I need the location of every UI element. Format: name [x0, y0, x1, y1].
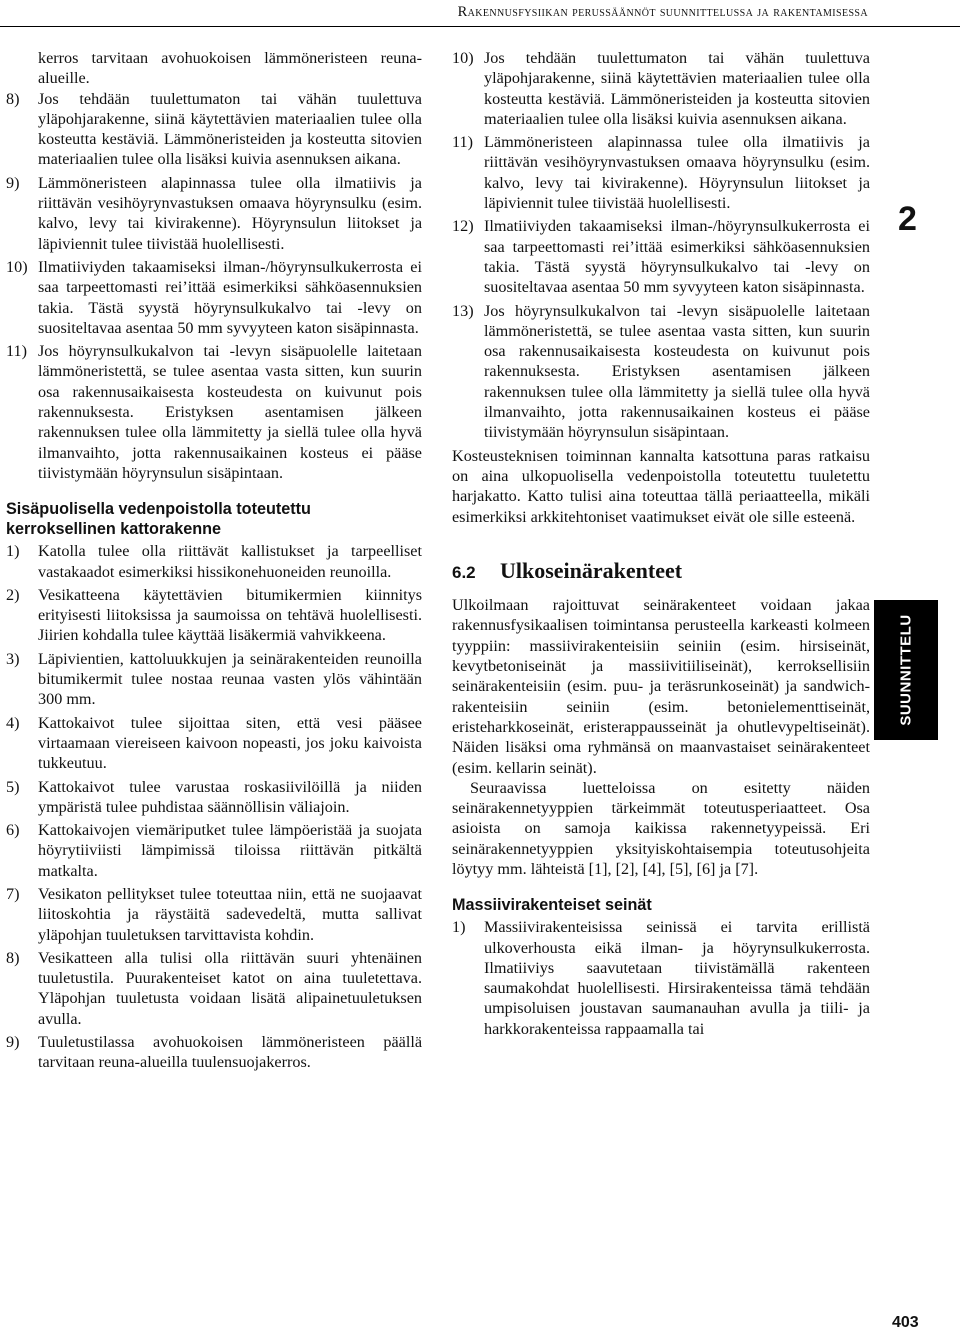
intro-continuation: kerros tarvitaan avohuokoisen lämmöneristeen reuna-alueille.: [38, 49, 422, 88]
list-item: 8) Vesikatteen alla tulisi olla riittävän suuri yhtenäinen tuuletustila. Puurakenteiset katot on aina tuuletettava. Yläpohjan tuuletusta voidaan lisätä alipainetuuletuksen avulla.: [6, 948, 422, 1028]
list-item: 2) Vesikatteena käytettävien bitumikermien kiinnitys erityisesti liitoksissa ja saumoissa on tehtävä huolellisesti. Jiirien kohdalla tulee käyttää lisäkermiä vahvikkeena.: [6, 585, 422, 645]
chapter-label-text: SUUNNITTELU: [897, 614, 915, 726]
list-item: 10) Jos tehdään tuulettumaton tai vähän tuulettuva yläpohjarakenne, siinä käytettävien materiaalien tulee olla kosteutta kestäviä. Lämmöneristeiden ja kosteutta sitovien materiaalien tulee olla lisäksi kuivia asennuksen aikana.: [452, 49, 870, 128]
chapter-number-tab: 2: [898, 200, 917, 238]
right-column: [452, 48, 870, 1042]
list-item: 13) Jos höyrynsulkukalvon tai -levyn sisäpuolelle laitetaan lämmöneristettä, se tulee asentaa vasta sitten, kun suurin osa rakennusaikaisesta kosteudesta on kuivunut pois rakennuksesta. Eristyksen asentamisen jälkeen rakennuksen tulee olla lämmitetty ja siellä tulee olla hyvä ilmanvaihto, jotta rakennusaikainen kosteus ei pääse tiivistymään höyrynsulun sisäpintaan.: [452, 301, 870, 442]
body-paragraph: Ulkoilmaan rajoittuvat seinärakenteet voidaan jakaa rakennusfysikaalisen toimintansa perusteella karkeasti kolmeen tyyppiin: massiivirakenteisiin seiniin (esim. hirsiseinät, kevytbetoniseinät ja massiivitiiliseinät), kerroksellisiin seinärakenteisiin (esim. puu- ja teräsrunkoseinät) ja sandwich-rakenteisiin seiniin (esim. betonielementtiseinät, eristeharkkoseinät, eristerappausseinät ja ohutlevypeltiseinät). Näiden lisäksi oma ryhmänsä on maanvastaiset seinärakenteet (esim. kellarin seinät).: [452, 596, 870, 777]
section-title: Ulkoseinärakenteet: [500, 557, 683, 583]
list-item: 4) Kattokaivot tulee sijoittaa siten, että vesi pääsee virtaamaan viereiseen kaivoon nopeasti, jos joku kaivoista tukkeutuu.: [6, 713, 422, 773]
list-item: 9) Tuuletustilassa avohuokoisen lämmöneristeen päällä tarvitaan reuna-alueilla tuulensuojakerros.: [6, 1033, 422, 1072]
list-item: 9) Lämmöneristeen alapinnassa tulee olla ilmatiivis ja riittävän vesihöyrynvastuksen omaava höyrynsulku (esim. kalvo, levy tai kivirakenne). Höyrynsulun liitokset ja läpiviennit tulee tiivistää huolellisesti.: [6, 173, 422, 253]
list-item: 12) Ilmatiiviyden takaamiseksi ilman-/höyrynsulkukerrosta ei saa tarpeettomasti rei’ittää esimerkiksi sähköasennuksien takia. Tästä syystä höyrynsulkukalvo tai -levy on suositeltavaa asentaa 50 mm syvyyteen katon sisäpinnasta.: [452, 217, 870, 297]
list-item: 7) Vesikaton pellitykset tulee toteuttaa niin, että ne suojaavat liitoskohtia ja räystäitä sadevedeltä, mutta sallivat yläpohjan tuuletuksen tarvittavista kohdin.: [6, 884, 422, 944]
header-rule: [0, 26, 960, 27]
body-paragraph: Kosteusteknisen toiminnan kannalta katsottuna paras ratkaisu on aina ulkopuolisella vedenpoistolla toteutettu tuuletettu harjakatto. Katto tulisi aina toteuttaa tällä periaatteella, mikäli esimerkiksi arkkitehtoniset vaatimukset eivät ole sille esteenä.: [452, 446, 870, 526]
list-item: 6) Kattokaivojen viemäriputket tulee lämpöeristää ja suojata höyrytiiviisti lämpimissä tiloissa riittävän pitkältä matkalta.: [6, 821, 422, 880]
list-item: 8) Jos tehdään tuulettumaton tai vähän tuulettuva yläpohjarakenne, siinä käytettävien materiaalien tulee olla kosteutta kestäviä. Lämmöneristeiden ja kosteutta sitovien materiaalien tulee olla lisäksi kuivia asennuksen aikana.: [6, 89, 422, 169]
left-column: [6, 48, 422, 1076]
page-number: 403: [892, 1314, 919, 1331]
list-item: 1) Katolla tulee olla riittävät kallistukset ja tarpeelliset vastakaadot esimerkiksi hissikonehuoneiden reunoilla.: [6, 542, 422, 581]
chapter-label-tab: [874, 600, 938, 740]
subheading-massive-walls: Massiivirakenteiset seinät: [452, 896, 652, 915]
section-heading: [452, 557, 870, 583]
list-item: 5) Kattokaivot tulee varustaa roskasiivilöillä ja niiden ympäristä tulee puhdistaa säännöllisin väliajoin.: [6, 777, 422, 816]
list-item: 1) Massiivirakenteisissa seinissä ei tarvita erillistä ulkoverhousta eikä ilman- ja höyrynsulkukerrosta. Ilmatiiviys saavutetaan tiivistämällä rakenteen saumakohdat huolellisesti. Hirsirakenteissa tämä tehdään umpisoluisen joustavan saumanauhan avulla ja tiili- ja harkkorakenteissa rappaamalla tai: [452, 918, 870, 1038]
section-number: 6.2: [452, 562, 476, 582]
subheading-roof: Sisäpuolisella vedenpoistolla toteutettu kerroksellinen kattorakenne: [6, 500, 311, 539]
running-header: Rakennusfysiikan perussäännöt suunnittelussa ja rakentamisessa: [457, 4, 868, 20]
body-paragraph: Seuraavissa luetteloissa on esitetty näiden seinärakennetyyppien tärkeimmät toteutusperiaatteet. Osa asioista on samoja kaikissa rakennetyypeissä. Eri seinärakennetyyppien yksityiskohtaisempia toteutusohjeita löytyy mm. lähteistä [1], [2], [4], [5], [6] ja [7].: [452, 778, 870, 878]
list-item: 10) Ilmatiiviyden takaamiseksi ilman-/höyrynsulkukerrosta ei saa tarpeettomasti rei’ittää esimerkiksi sähköasennuksien takia. Tästä syystä höyrynsulkukalvo tai -levy on suositeltavaa asentaa 50 mm syvyyteen katon sisäpinnasta.: [6, 257, 422, 337]
list-item: 3) Läpivientien, kattoluukkujen ja seinärakenteiden reunoilla bitumikermit tulee nostaa reunaa vasten ylös vähintään 300 mm.: [6, 649, 422, 709]
list-item: 11) Lämmöneristeen alapinnassa tulee olla ilmatiivis ja riittävän vesihöyrynvastuksen omaava höyrynsulku (esim. kalvo, levy tai kivirakenne). Höyrynsulun liitokset ja läpiviennit tulee tiivistää huolellisesti.: [452, 133, 870, 213]
list-item: 11) Jos höyrynsulkukalvon tai -levyn sisäpuolelle laitetaan lämmöneristettä, se tulee asentaa vasta sitten, kun suurin osa rakennusaikaisesta kosteudesta on kuivunut pois rakennuksesta. Eristyksen asentamisen jälkeen rakennuksen tulee olla lämmitetty ja siellä tulee olla hyvä ilmanvaihto, jotta rakennusaikainen kosteus ei pääse tiivistymään höyrynsulun sisäpintaan.: [6, 342, 422, 482]
